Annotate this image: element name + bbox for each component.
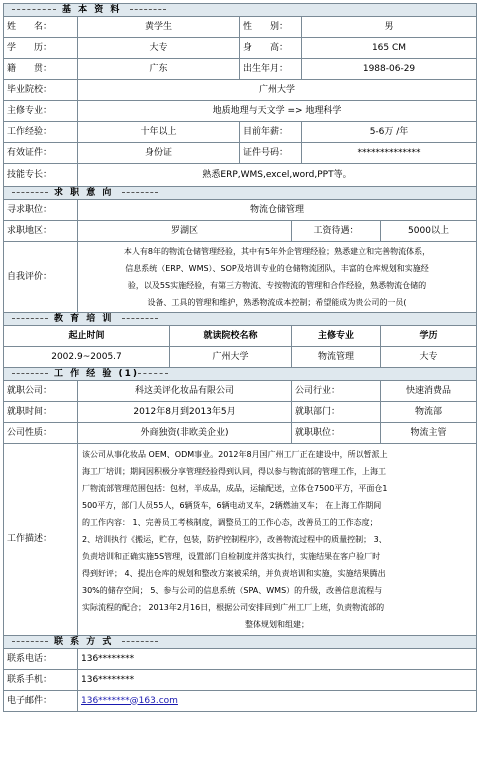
desc-line: 30%的储存空间； 5、参与公司的信息系统（SPA、WMS）的升级，改善信息流程与 xyxy=(82,586,383,595)
section-title: 工 作 经 验 (1) xyxy=(54,369,140,379)
eval-line: 信息系统（ERP、WMS）、SOP及培训专业的仓储物流团队，丰富的仓库规划和实施经 xyxy=(125,264,429,273)
degree-label: 学 历： xyxy=(4,38,78,59)
area-value: 罗湖区 xyxy=(78,221,292,242)
desc-line: 海工厂培训；期间因积极分享管理经验得到认同，得以参与物流部的管理工作，上海工 xyxy=(82,467,386,476)
desc-line: 负责培训和正确实施5S管理，设置部门自检制度并落实执行，实施结果在客户验厂时 xyxy=(82,552,381,561)
section-title: 求 职 意 向 xyxy=(54,188,114,198)
period-label: 就职时间： xyxy=(4,402,78,423)
section-basic xyxy=(4,4,477,17)
mobile-label: 联系手机： xyxy=(4,670,78,691)
pay-value: 5000以上 xyxy=(381,221,477,242)
company-label: 就职公司： xyxy=(4,381,78,402)
desc-line: 500平方，部门人员55人，6辆货车，6辆电动叉车，2辆燃油叉车； 在上海工作期间 xyxy=(82,501,382,510)
id-number-value: ************** xyxy=(302,143,477,164)
industry-value: 快速消费品 xyxy=(381,381,477,402)
edu-major: 物流管理 xyxy=(292,347,381,368)
id-label: 有效证件： xyxy=(4,143,78,164)
school-label: 毕业院校： xyxy=(4,80,78,101)
school-value: 广州大学 xyxy=(78,80,477,101)
edu-header-school: 就读院校名称 xyxy=(170,326,292,347)
major-label: 主修专业： xyxy=(4,101,78,122)
resume-table xyxy=(3,3,477,712)
email-link[interactable]: 136*******@163.com xyxy=(81,695,178,706)
desc-label: 工作描述： xyxy=(4,444,78,636)
edu-degree: 大专 xyxy=(381,347,477,368)
section-title: 教 育 培 训 xyxy=(54,314,114,324)
desc-line: 该公司从事化妆品 OEM、ODM事业。2012年8月国广州工厂正在建设中，所以暂派上 xyxy=(82,450,388,459)
mobile-value: 136******** xyxy=(78,670,477,691)
section-title: 基 本 资 料 xyxy=(62,5,122,15)
experience-label: 工作经验： xyxy=(4,122,78,143)
eval-line: 设备、工具的管理和维护，熟悉物流成本控制；希望能成为贵公司的一员( xyxy=(147,298,407,307)
education-header-row xyxy=(4,326,477,347)
email-label: 电子邮件： xyxy=(4,691,78,712)
edu-header-period: 起止时间 xyxy=(4,326,170,347)
dept-label: 就职部门： xyxy=(292,402,381,423)
self-evaluation xyxy=(78,242,477,313)
desc-line: 整体规划和组建； xyxy=(245,620,309,629)
skills-label: 技能专长： xyxy=(4,164,78,187)
desc-line: 实际流程的配合； 2013年2月16日，根据公司安排回到广州工厂上班，负责物流部的 xyxy=(82,603,385,612)
edu-header-degree: 学历 xyxy=(381,326,477,347)
id-number-label: 证件号码： xyxy=(240,143,302,164)
phone-label: 联系电话： xyxy=(4,649,78,670)
industry-label: 公司行业： xyxy=(292,381,381,402)
area-label: 求职地区： xyxy=(4,221,78,242)
edu-school: 广州大学 xyxy=(170,347,292,368)
experience-value: 十年以上 xyxy=(78,122,240,143)
desc-line: 得到好评； 4、提出仓库的规划和整改方案被采纳，并负责培训和实施，实施结果腾出 xyxy=(82,569,386,578)
name-value: 黄学生 xyxy=(78,17,240,38)
eval-line: 验，以及5S实施经验，有第三方物流、专按物流的管理和合作经验，熟悉物流仓储的 xyxy=(127,281,427,290)
eval-label: 自我评价： xyxy=(4,242,78,313)
birth-label: 出生年月： xyxy=(240,59,302,80)
salary-label: 目前年薪： xyxy=(240,122,302,143)
id-type-value: 身份证 xyxy=(78,143,240,164)
salary-value: 5-6万 /年 xyxy=(302,122,477,143)
section-intent xyxy=(4,187,477,200)
nature-label: 公司性质： xyxy=(4,423,78,444)
title-label: 就职职位： xyxy=(292,423,381,444)
gender-label: 性 别： xyxy=(240,17,302,38)
section-work xyxy=(4,368,477,381)
origin-label: 籍 贯： xyxy=(4,59,78,80)
height-label: 身 高： xyxy=(240,38,302,59)
desc-line: 的工作内容： 1、完善员工考核制度，调整员工的工作心态，改善员工的工作态度； xyxy=(82,518,378,527)
name-label: 姓 名： xyxy=(4,17,78,38)
dept-value: 物流部 xyxy=(381,402,477,423)
eval-line: 本人有8年的物流仓储管理经验，其中有5年外企管理经验；熟悉建立和完善物流体系， xyxy=(123,247,431,256)
title-value: 物流主管 xyxy=(381,423,477,444)
major-value: 地质地理与天文学 => 地理科学 xyxy=(78,101,477,122)
degree-value: 大专 xyxy=(78,38,240,59)
edu-header-major: 主修专业 xyxy=(292,326,381,347)
position-value: 物流仓储管理 xyxy=(78,200,477,221)
height-value: 165 CM xyxy=(302,38,477,59)
skills-value: 熟悉ERP,WMS,excel,word,PPT等。 xyxy=(78,164,477,187)
section-education xyxy=(4,313,477,326)
period-value: 2012年8月到2013年5月 xyxy=(78,402,292,423)
edu-period: 2002.9~2005.7 xyxy=(4,347,170,368)
gender-value: 男 xyxy=(302,17,477,38)
pay-label: 工资待遇： xyxy=(292,221,381,242)
table-row xyxy=(4,347,477,368)
phone-value: 136******** xyxy=(78,649,477,670)
section-title: 联 系 方 式 xyxy=(54,637,114,647)
origin-value: 广东 xyxy=(78,59,240,80)
nature-value: 外商独资(非欧美企业) xyxy=(78,423,292,444)
work-description xyxy=(78,444,477,636)
position-label: 寻求职位： xyxy=(4,200,78,221)
section-contact xyxy=(4,636,477,649)
company-value: 科这美评化妆品有限公司 xyxy=(78,381,292,402)
resume-page xyxy=(3,3,476,712)
birth-value: 1988-06-29 xyxy=(302,59,477,80)
desc-line: 厂物流部管理范围包括：包材，半成品，成品，运输配送，立体仓7500平方，平面仓1 xyxy=(82,484,388,493)
desc-line: 2、培训执行《搬运，贮存，包装，防护控制程序》，改善物流过程中的质量控制； 3、 xyxy=(82,535,387,544)
